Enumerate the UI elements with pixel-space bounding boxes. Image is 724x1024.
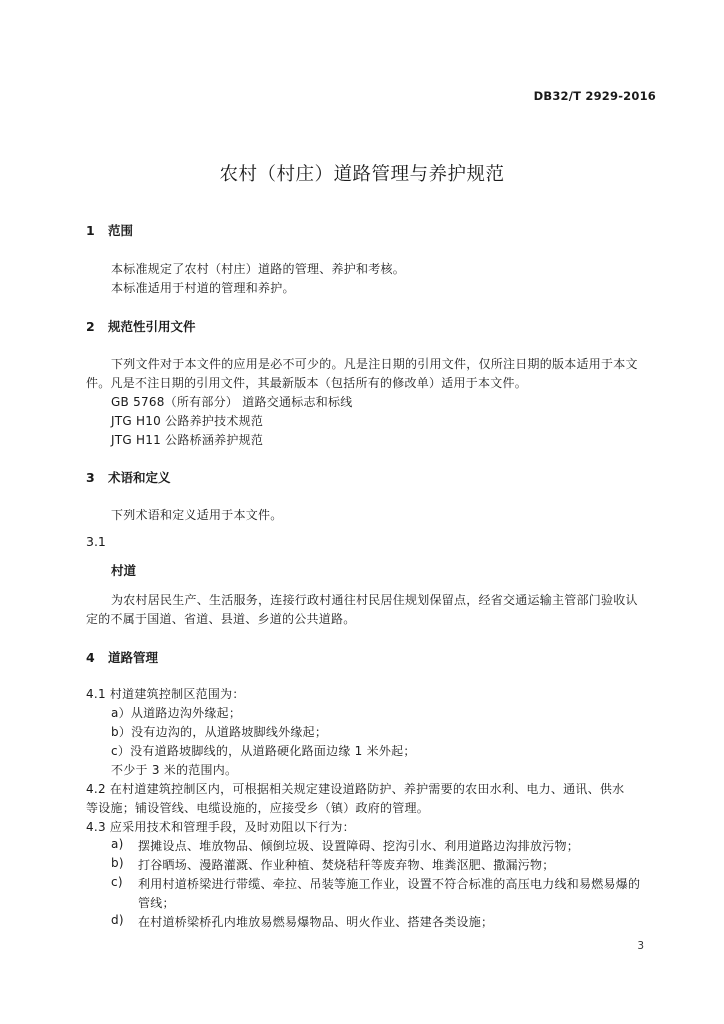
paragraph: 不少于 3 米的范围内。	[111, 763, 238, 777]
paragraph: 件。凡是不注日期的引用文件，其最新版本（包括所有的修改单）适用于本文件。	[86, 376, 528, 390]
paragraph: 本标准规定了农村（村庄）道路的管理、养护和考核。	[111, 262, 406, 276]
section-2-heading	[86, 317, 196, 335]
section-3-heading	[86, 468, 171, 486]
document-title: 农村（村庄）道路管理与养护规范	[219, 164, 505, 185]
list-label: d)	[111, 913, 124, 927]
section-title: 术语和定义	[108, 470, 171, 485]
section-title: 道路管理	[108, 650, 159, 665]
reference-item: JTG H11 公路桥涵养护规范	[111, 433, 264, 447]
list-item: c）没有道路坡脚线的，从道路硬化路面边缘 1 米外起；	[111, 744, 416, 758]
term-definition: 定的不属于国道、省道、县道、乡道的公共道路。	[86, 612, 356, 626]
clause-4-3: 4.3 应采用技术和管理手段，及时劝阻以下行为：	[86, 820, 355, 834]
term-definition: 为农村居民生产、生活服务，连接行政村通往村民居住规划保留点，经省交通运输主管部门验收认	[111, 593, 638, 607]
paragraph: 下列文件对于本文件的应用是必不可少的。凡是注日期的引用文件，仅所注日期的版本适用于本文	[111, 357, 638, 371]
reference-item: JTG H10 公路养护技术规范	[111, 414, 264, 428]
document-number: DB32/T 2929-2016	[533, 89, 656, 103]
list-item-continuation: 管线；	[138, 896, 175, 910]
list-item: b）没有边沟的，从道路坡脚线外缘起；	[111, 725, 328, 739]
list-item: a）从道路边沟外缘起；	[111, 706, 242, 720]
list-label: b)	[111, 856, 124, 870]
section-number: 3	[86, 470, 95, 485]
clause-4-1: 4.1 村道建筑控制区范围为：	[86, 687, 245, 701]
section-number: 2	[86, 319, 95, 334]
page-number: 3	[637, 940, 644, 952]
list-item: 在村道桥梁桥孔内堆放易燃易爆物品、明火作业、搭建各类设施；	[138, 915, 494, 929]
reference-item: GB 5768（所有部分） 道路交通标志和标线	[111, 395, 353, 409]
section-number: 1	[86, 223, 95, 238]
subsection-number: 3.1	[86, 534, 106, 549]
term-name: 村道	[111, 563, 137, 578]
paragraph: 本标准适用于村道的管理和养护。	[111, 281, 295, 295]
paragraph: 下列术语和定义适用于本文件。	[111, 508, 283, 522]
section-1-heading	[86, 221, 133, 239]
section-title: 范围	[108, 223, 134, 238]
clause-4-2: 等设施；铺设管线、电缆设施的，应接受乡（镇）政府的管理。	[86, 801, 430, 815]
list-label: a)	[111, 837, 124, 851]
list-item: 摆摊设点、堆放物品、倾倒垃圾、设置障碍、挖沟引水、利用道路边沟排放污物；	[138, 839, 580, 853]
section-number: 4	[86, 650, 95, 665]
list-label: c)	[111, 875, 123, 889]
list-item: 利用村道桥梁进行带缆、牵拉、吊装等施工作业，设置不符合标准的高压电力线和易燃易爆的	[138, 877, 641, 891]
section-4-heading	[86, 648, 158, 666]
list-item: 打谷晒场、漫路灌溉、作业种植、焚烧秸秆等废弃物、堆粪沤肥、撒漏污物；	[138, 858, 555, 872]
section-title: 规范性引用文件	[108, 319, 196, 334]
clause-4-2: 4.2 在村道建筑控制区内，可根据相关规定建设道路防护、养护需要的农田水利、电力、通讯、供水	[86, 782, 625, 796]
